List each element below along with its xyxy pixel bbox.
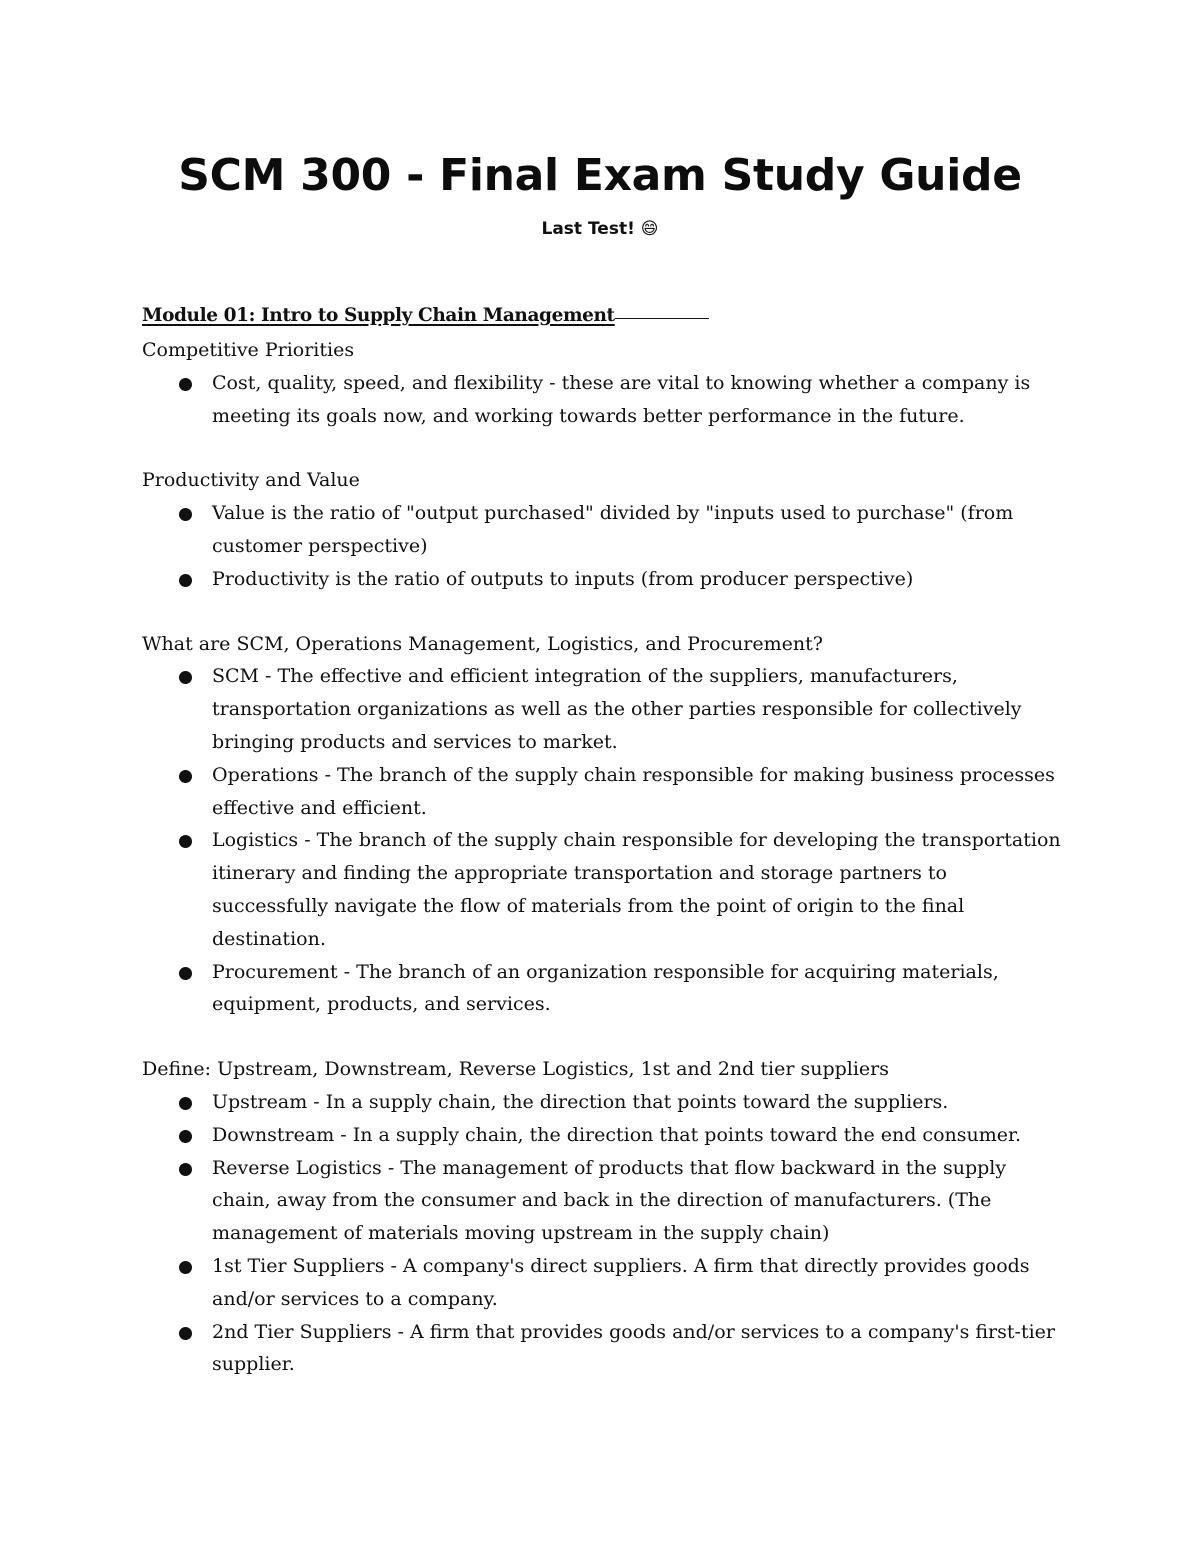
list-item-text: Downstream - In a supply chain, the direction that points toward the end consumer. <box>212 1123 1022 1146</box>
section-heading: Define: Upstream, Downstream, Reverse Logistics, 1st and 2nd tier suppliers <box>142 1058 889 1081</box>
list-item <box>142 367 1062 433</box>
list-item <box>142 824 1062 955</box>
bullet-dot-icon <box>179 770 192 783</box>
bullet-dot-icon <box>179 671 192 684</box>
list-item <box>142 1152 1062 1250</box>
bullet-list <box>142 497 1062 595</box>
module-heading-underline <box>615 317 709 319</box>
list-item <box>142 759 1062 825</box>
list-item-text: Reverse Logistics - The management of products that flow backward in the supply chain, away from the consumer and back in the direction of manufacturers. (The management of materials moving upstream in the supply chain) <box>212 1156 1007 1245</box>
bullet-dot-icon <box>179 1327 192 1340</box>
bullet-dot-icon <box>179 574 192 587</box>
bullet-dot-icon <box>179 1163 192 1176</box>
section <box>142 334 1062 432</box>
section <box>142 1053 1062 1381</box>
bullet-dot-icon <box>179 508 192 521</box>
bullet-list <box>142 367 1062 433</box>
bullet-dot-icon <box>179 1130 192 1143</box>
section <box>142 464 1062 595</box>
list-item-text: 2nd Tier Suppliers - A firm that provides goods and/or services to a company's first-tier supplier. <box>212 1320 1055 1376</box>
module-heading <box>142 298 1062 334</box>
list-item-text: Cost, quality, speed, and flexibility - these are vital to knowing whether a company is meeting its goals now, and working towards better performance in the future. <box>212 371 1031 427</box>
list-item <box>142 1316 1062 1382</box>
section-heading: Competitive Priorities <box>142 339 355 361</box>
list-item <box>142 1250 1062 1316</box>
bullet-dot-icon <box>179 1261 192 1274</box>
document-title: SCM 300 - Final Exam Study Guide <box>178 150 1022 201</box>
list-item-text: Operations - The branch of the supply chain responsible for making business processes effective and efficient. <box>212 763 1055 819</box>
section-heading: What are SCM, Operations Management, Logistics, and Procurement? <box>142 632 823 655</box>
list-item <box>142 1086 1062 1119</box>
list-item <box>142 660 1062 758</box>
section <box>142 628 1062 1022</box>
list-item-text: Productivity is the ratio of outputs to inputs (from producer perspective) <box>212 567 914 590</box>
sections-container <box>142 334 1062 1381</box>
list-item-text: Value is the ratio of "output purchased" divided by "inputs used to purchase" (from customer perspective) <box>212 502 1014 557</box>
bullet-dot-icon <box>179 967 192 980</box>
bullet-list <box>142 1086 1062 1381</box>
section-heading: Productivity and Value <box>142 469 360 492</box>
list-item <box>142 563 1062 596</box>
bullet-dot-icon <box>179 835 192 848</box>
list-item-text: Upstream - In a supply chain, the direction that points toward the suppliers. <box>212 1090 949 1113</box>
list-item <box>142 1119 1062 1152</box>
list-item-text: Procurement - The branch of an organization responsible for acquiring materials, equipment, products, and services. <box>212 960 999 1016</box>
list-item <box>142 956 1062 1022</box>
list-item <box>142 497 1062 563</box>
bullet-list <box>142 660 1062 1021</box>
bullet-dot-icon <box>179 1097 192 1110</box>
list-item-text: SCM - The effective and efficient integration of the suppliers, manufacturers, transportation organizations as well as the other parties responsible for collectively bringing products and services to market. <box>212 665 1022 753</box>
document-subtitle: Last Test! 😄 <box>541 219 659 239</box>
document-content <box>142 298 1062 1413</box>
bullet-dot-icon <box>179 378 192 391</box>
list-item-text: Logistics - The branch of the supply chain responsible for developing the transportation itinerary and finding the appropriate transportation and storage partners to successfully navigate the flow of materials from the point of origin to the final destination. <box>212 829 1061 950</box>
module-heading-text: Module 01: Intro to Supply Chain Management <box>142 305 615 326</box>
list-item-text: 1st Tier Suppliers - A company's direct suppliers. A firm that directly provides goods and/or services to a company. <box>212 1254 1030 1310</box>
